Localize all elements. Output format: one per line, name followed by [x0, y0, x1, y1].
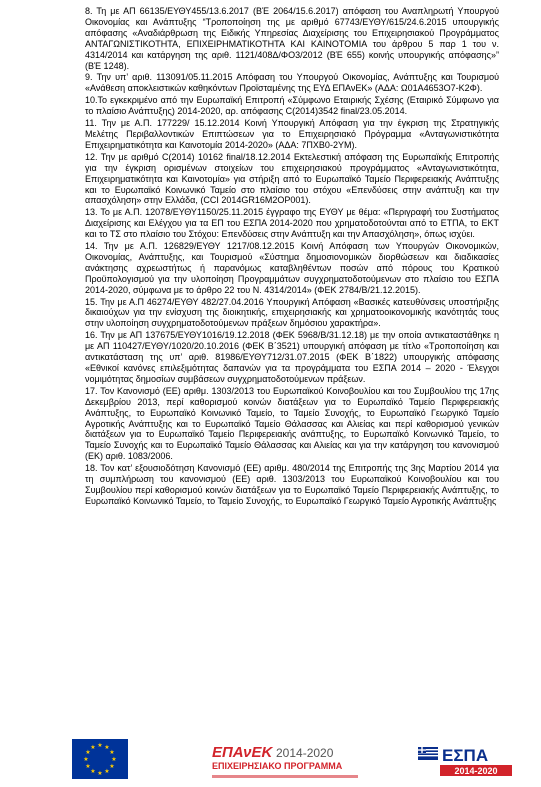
eu-flag-logo	[72, 739, 128, 779]
paragraph-item-18: 18. Τον κατ’ εξουσιοδότηση Κανονισμό (ΕΕ) αριθμ. 480/2014 της Επιτροπής της 3ης Μαρτίου 2014 για τη συμπλήρωση του κανονισμού (ΕΕ) αριθ. 1303/2013 του Ευρωπαϊκού Κοινοβουλίου και του Συμβουλίου περί καθορισμού κοινών διατάξεων για το Ευρωπαϊκό Ταμείο Περιφερειακής Ανάπτυξης, το Ευρωπαϊκό Κοινωνικό Ταμείο, το Ταμείο Συνοχής, το Ευρωπαϊκό Γεωργικό Ταμείο Αγροτικής Ανάπτυξης	[85, 463, 499, 506]
epanek-years: 2014-2020	[276, 746, 334, 760]
paragraph-item-14: 14. Την με Α.Π. 126829/ΕΥΘΥ 1217/08.12.2015 Κοινή Απόφαση των Υπουργών Οικονομικών, Οικονομίας, Ανάπτυξης, και Τουρισμού «Σύστημα δημοσιονομικών διορθώσεων και διαδικασίες ανάκτησης αχρεωστήτως ή παρανόμως καταβληθέντων ποσών από πόρους του Κρατικού Προϋπολογισμού για την υλοποίηση Προγραμμάτων συγχρηματοδοτούμενων στο πλαίσιο του ΕΣΠΑ 2014-2020, σύμφωνα με το άρθρο 22 του Ν. 4314/2014» (ΦΕΚ 2784/Β/21.12.2015).	[85, 241, 499, 295]
espa-logo	[414, 741, 516, 783]
paragraph-item-9: 9. Την υπ’ αριθ. 113091/05.11.2015 Απόφαση του Υπουργού Οικονομίας, Ανάπτυξης και Τουρισμού «Ανάθεση αποκλειστικών καθηκόντων Προϊσταμένης της ΕΥΔ ΕΠΑνΕΚ» (ΑΔΑ: Ω01Α4653Ο7-Κ2Φ).	[85, 72, 499, 94]
epanek-logo	[210, 741, 360, 783]
espa-brand: ΕΣΠΑ	[442, 746, 489, 765]
paragraph-item-13: 13. Το με Α.Π. 12078/ΕΥΘΥ1150/25.11.2015 έγγραφο της ΕΥΘΥ με θέμα: «Περιγραφή του Συστήματος Διαχείρισης και Ελέγχου για τα ΕΠ του ΕΣΠΑ 2014-2020 που χρηματοδοτούνται από το ΕΤΠΑ, το ΕΚΤ και το ΤΣ στο πλαίσιο του Στόχου: Επενδύσεις στην Ανάπτυξη και την Απασχόληση», όπως ισχύει.	[85, 207, 499, 240]
greek-flag-icon	[418, 747, 438, 760]
paragraph-item-17: 17. Τον Κανονισμό (ΕΕ) αριθμ. 1303/2013 του Ευρωπαϊκού Κοινοβουλίου και του Συμβουλίου της 17ης Δεκεμβρίου 2013, περί καθορισμού κοινών διατάξεων για το Ευρωπαϊκό Ταμείο Περιφερειακής Ανάπτυξης, το Ευρωπαϊκό Κοινωνικό Ταμείο, το Ταμείο Συνοχής, το Ευρωπαϊκό Γεωργικό Ταμείο Αγροτικής Ανάπτυξης και το Ευρωπαϊκό Ταμείο Θάλασσας και Αλιείας και περί καθορισμού γενικών διατάξεων για το Ευρωπαϊκό Ταμείο Περιφερειακής ανάπτυξης, το Ευρωπαϊκό Κοινωνικό Ταμείο, το Ταμείο Συνοχής και το Ευρωπαϊκό Ταμείο Θάλασσας και Αλιείας και για την κατάργηση του κανονισμού (ΕΚ) αριθ. 1083/2006.	[85, 385, 499, 462]
paragraph-item-10: 10.Το εγκεκριμένο από την Ευρωπαϊκή Επιτροπή «Σύμφωνο Εταιρικής Σχέσης (Εταιρικό Σύμφωνο για το πλαίσιο Ανάπτυξης) 2014-2020, αρ. απόφασης C(2014)3542 final/23.05.2014.	[85, 95, 499, 117]
espa-years: 2014-2020	[454, 766, 498, 776]
svg-text:★: ★	[83, 757, 89, 763]
svg-text:★: ★	[97, 743, 103, 749]
svg-text:★: ★	[90, 769, 96, 775]
svg-text:★: ★	[104, 769, 110, 775]
svg-text:★: ★	[85, 764, 91, 770]
epanek-program: ΕΠΙΧΕΙΡΗΣΙΑΚΟ ΠΡΟΓΡΑΜΜΑ	[212, 761, 343, 771]
svg-text:★: ★	[104, 745, 110, 751]
paragraph-item-11: 11. Την με Α.Π. 177229/ 15.12.2014 Κοινή Υπουργική Απόφαση για την έγκριση της Στρατηγικής Μελέτης Περιβαλλοντικών Επιπτώσεων για το Επιχειρησιακό Πρόγραμμα «Ανταγωνιστικότητα Επιχειρηματικότητα και Καινοτομία 2014-2020» (ΑΔΑ: 7ΠΧΒ0-2ΥΜ).	[85, 118, 499, 150]
paragraph-item-16: 16. Την με ΑΠ 137675/ΕΥΘΥ1016/19.12.2018 (ΦΕΚ 5968/Β/31.12.18) με την οποία αντικαταστάθηκε η με ΑΠ 110427/ΕΥΘΥ/1020/20.10.2016 (ΦΕΚ Β΄3521) υπουργική απόφαση με τίτλο «Τροποποίηση και αντικατάσταση της υπ’ αριθ. 81986/ΕΥΘΥ712/31.07.2015 (ΦΕΚ Β΄1822) υπουργικής απόφασης «Εθνικοί κανόνες επιλεξιμότητας δαπανών για τα προγράμματα του ΕΣΠΑ 2014 – 2020 - Έλεγχοι νομιμότητας δημοσίων συμβάσεων συγχρηματοδοτούμενων πράξεων.	[85, 330, 499, 384]
svg-text:★: ★	[90, 745, 96, 751]
svg-text:★: ★	[85, 750, 91, 756]
paragraph-item-8: 8. Τη με ΑΠ 66135/ΕΥΘΥ455/13.6.2017 (ΒΈ 2064/15.6.2017) απόφαση του Αναπληρωτή Υπουργού Οικονομίας και Ανάπτυξης “Τροποποίηση της με αριθμό 67743/ΕΥΘΥ/615/24.6.2015 υπουργικής απόφασης «Αναδιάρθρωση της Ειδικής Υπηρεσίας Διαχείρισης του Επιχειρησιακού Προγράμματος ΑΝΤΑΓΩΝΙΣΤΙΚΟΤΗΤΑ, ΕΠΙΧΕΙΡΗΜΑΤΙΚΟΤΗΤΑ ΚΑΙ ΚΑΙΝΟΤΟΜΙΑ του άρθρου 5 παρ 1 του ν. 4314/2014 και κατάργηση της αριθ. 1121/408Δ/ΦΟ3/2012 (ΒΈ 655) κοινής υπουργικής απόφασης»” (ΒΈ 1248).	[85, 6, 499, 71]
svg-text:★: ★	[109, 764, 115, 770]
epanek-brand: ΕΠΑνΕΚ	[212, 744, 273, 761]
page-footer	[0, 735, 541, 787]
paragraph-item-12: 12. Την με αριθμό C(2014) 10162 final/18.12.2014 Εκτελεστική απόφαση της Ευρωπαϊκής Επιτροπής για την έγκριση ορισμένων στοιχείων του επιχειρησιακού προγράμματος «Ανταγωνιστικότητα, Επιχειρηματικότητα και Καινοτομία» για στήριξη από το Ευρωπαϊκό Ταμείο Περιφερειακής Ανάπτυξης και το Ευρωπαϊκό Κοινωνικό Ταμείο στο πλαίσιο του στόχου «Επενδύσεις στην ανάπτυξη και την απασχόληση» στην Ελλάδα, (CCI 2014GR16M2OP001).	[85, 151, 499, 206]
paragraph-item-15: 15. Την με Α.Π 46274/ΕΥΘΥ 482/27.04.2016 Υπουργική Απόφαση «Βασικές κατευθύνσεις υποστήριξης δικαιούχων για την ενίσχυση της διοικητικής, επιχειρησιακής και χρηματοοικονομικής ικανότητάς τους στην υλοποίηση συγχρηματοδοτούμενων πράξεων δημόσιου χαρακτήρα».	[85, 296, 499, 329]
document-body	[85, 6, 499, 508]
svg-text:★: ★	[97, 771, 103, 777]
svg-text:★: ★	[109, 750, 115, 756]
svg-text:★: ★	[111, 757, 117, 763]
